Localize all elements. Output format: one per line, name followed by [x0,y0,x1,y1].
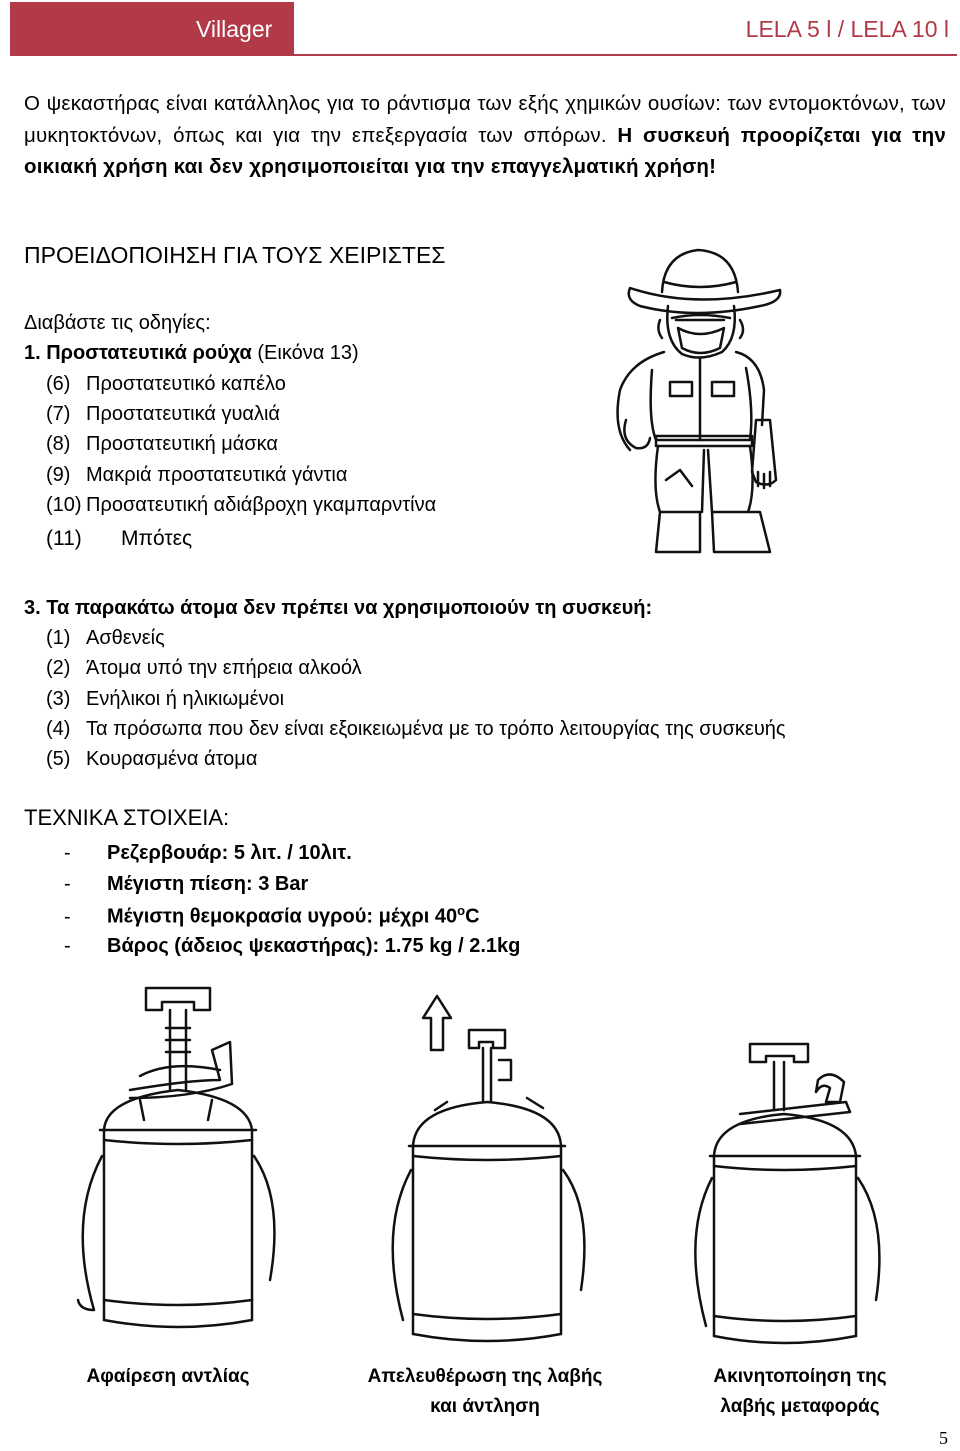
protective-clothing-figure [600,240,790,560]
item-text: Κουρασμένα άτομα [86,748,258,770]
list-item [46,494,436,517]
caption-line: λαβής μεταφοράς [720,1396,880,1417]
item-number: (3) [46,688,71,710]
item-text: Ενήλικοι ή ηλικιωμένοι [86,688,285,710]
item-text: Προσατευτική αδιάβροχη γκαμπαρντίνα [86,494,437,516]
warning-heading: ΠΡΟΕΙΔΟΠΟΙΗΣΗ ΓΙΑ ΤΟΥΣ ΧΕΙΡΙΣΤΕΣ [24,242,446,268]
caption-line: και άντληση [430,1396,540,1417]
section3-title: 3. Τα παρακάτω άτομα δεν πρέπει να χρησιμοποιούν τη συσκευή: [24,597,653,619]
caption-line: Ακινητοποίηση της [713,1366,887,1387]
sprayer-pump-removal-figure [70,980,300,1360]
caption-pump-removal [50,1362,286,1392]
sprayer-handle-release-figure [375,990,605,1360]
tech-specs-heading: ΤΕΧΝΙΚΑ ΣΤΟΙΧΕΙΑ: [24,805,230,830]
item-number: (5) [46,748,71,770]
read-instructions: Διαβάστε τις οδηγίες: [24,312,211,334]
item-text: Μακριά προστατευτικά γάντια [86,464,348,486]
list-item [46,403,280,426]
item-text: Προστατευτικό καπέλο [86,373,286,395]
dash: - [64,873,71,895]
list-item [46,688,284,711]
list-item [46,748,257,771]
dash: - [64,905,71,928]
dash: - [64,842,71,864]
list-item [46,657,362,680]
item-number: (4) [46,718,71,740]
section1-title-rest: (Εικόνα 13) [251,342,359,364]
spec-text: Μέγιστη πίεση: 3 Bar [107,873,309,895]
spec-text: Βάρος (άδειος ψεκαστήρας): 1.75 kg / 2.1kg [107,935,521,957]
spec-text: Ρεζερβουάρ: 5 λιτ. / 10λιτ. [107,842,352,864]
item-number: (10) [46,494,82,516]
item-number: (11) [46,527,82,550]
spec-item [64,935,520,958]
spec-superscript: o [457,903,466,918]
item-text: Τα πρόσωπα που δεν είναι εξοικειωμένα με το τρόπο λειτουργίας της συσκευής [86,718,786,740]
item-text: Άτομα υπό την επήρεια αλκοόλ [86,657,362,679]
page-number: 5 [939,1428,948,1448]
spec-tail: C [465,905,480,928]
caption-handle-lock [680,1362,920,1422]
spec-item [64,842,352,865]
list-item [46,433,278,456]
model-label: LELA 5 l / LELA 10 l [745,16,949,42]
spec-item [64,873,308,896]
caption-handle-release [340,1362,630,1422]
item-text: Προστατευτικά γυαλιά [86,403,280,425]
item-text: Ασθενείς [86,627,165,649]
brand-label: Villager [10,2,294,54]
section1-title-bold: 1. Προστατευτικά ρούχα [24,342,252,364]
list-item [46,464,347,487]
item-number: (8) [46,433,71,455]
dash: - [64,935,71,957]
section1-title [24,342,359,365]
item-number: (2) [46,657,71,679]
caption-line: Αφαίρεση αντλίας [86,1366,250,1387]
item-number: (7) [46,403,71,425]
intro-bold-text: Η συσκευή προορίζεται για την οικιακή χρήση και δεν χρησιμοποιείται για την επαγγελματική χρήση! [24,123,946,178]
sprayer-handle-lock-figure [680,1010,910,1360]
intro-text: Ο ψεκαστήρας είναι κατάλληλος για το ράντισμα των εξής χημικών ουσίων: των εντομοκτόνων, των μυκητοκτόνων, όπως και για την επεξεργασία των σπόρων. [24,92,946,147]
spec-text: Μέγιστη θεμοκρασία υγρού: μέχρι 40 [107,905,458,928]
item-text: Προστατευτική μάσκα [86,433,278,455]
item-number: (6) [46,373,71,395]
list-item [46,373,286,396]
list-item [46,627,165,650]
item-number: (9) [46,464,71,486]
page-header [10,2,957,56]
spec-item [64,903,480,929]
item-text: Μπότες [121,527,193,550]
list-item [46,527,192,551]
caption-line: Απελευθέρωση της λαβής [367,1366,603,1387]
intro-paragraph [24,88,946,183]
item-number: (1) [46,627,71,649]
list-item [46,718,786,741]
